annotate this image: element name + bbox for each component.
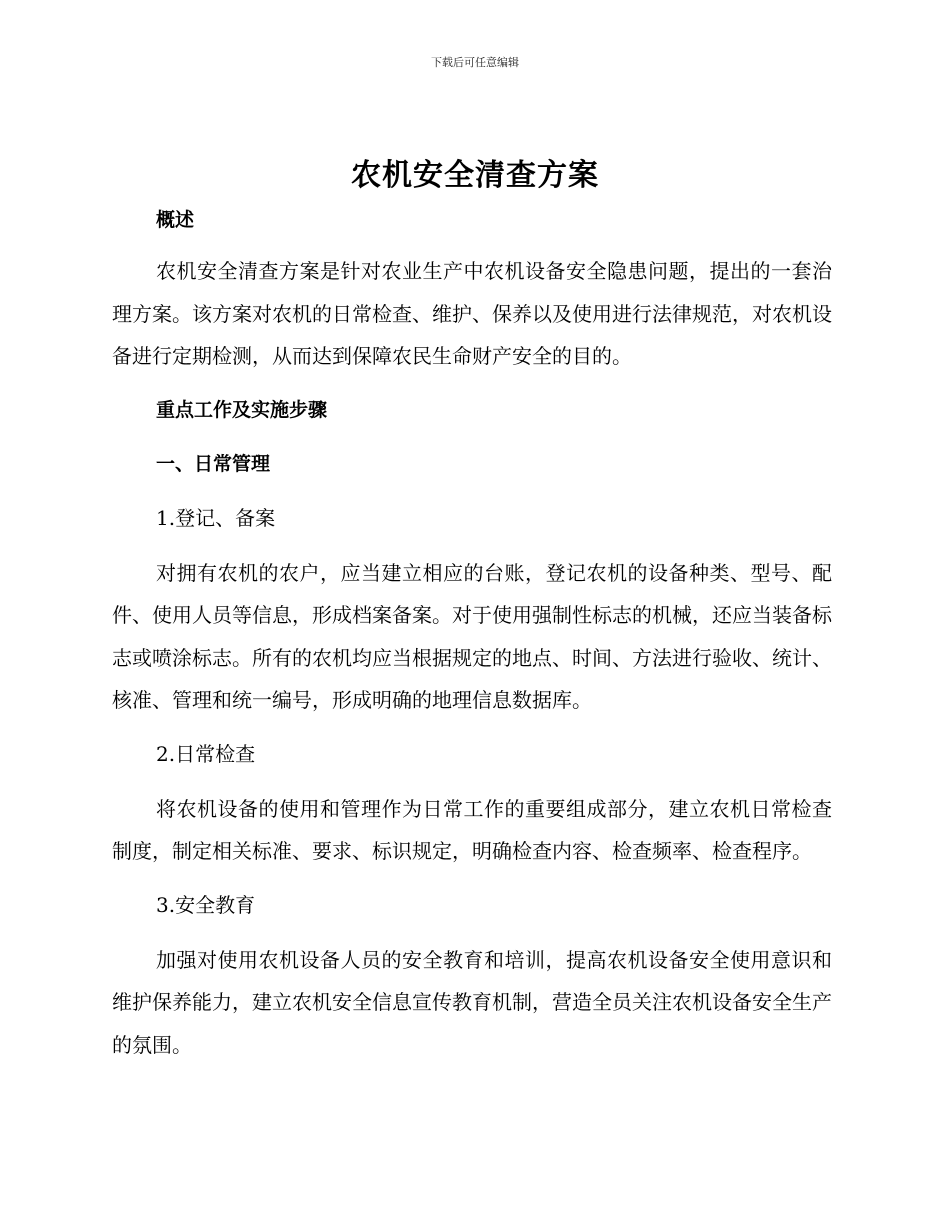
document-body [112, 200, 832, 1078]
key-work-heading: 重点工作及实施步骤 [156, 398, 328, 421]
item1-heading: 1.登记、备案 [156, 505, 276, 530]
page-header-note: 下载后可任意编辑 [431, 56, 519, 69]
item2-heading: 2.日常检查 [156, 741, 256, 766]
document-title: 农机安全清查方案 [351, 158, 599, 193]
item3-paragraph: 加强对使用农机设备人员的安全教育和培训，提高农机设备安全使用意识和维护保养能力，建立农机安全信息宣传教育机制，营造全员关注农机设备安全生产的氛围。 [112, 947, 832, 1057]
item2-paragraph: 将农机设备的使用和管理作为日常工作的重要组成部分，建立农机日常检查制度，制定相关标准、要求、标识规定，明确检查内容、检查频率、检查程序。 [112, 796, 832, 863]
overview-paragraph: 农机安全清查方案是针对农业生产中农机设备安全隐患问题，提出的一套治理方案。该方案对农机的日常检查、维护、保养以及使用进行法律规范，对农机设备进行定期检测，从而达到保障农民生命财产安全的目的。 [112, 259, 832, 368]
part1-heading: 一、日常管理 [156, 452, 271, 475]
item1-paragraph: 对拥有农机的农户，应当建立相应的台账，登记农机的设备种类、型号、配件、使用人员等信息，形成档案备案。对于使用强制性标志的机械，还应当装备标志或喷涂标志。所有的农机均应当根据规定的地点、时间、方法进行验收、统计、核准、管理和统一编号，形成明确的地理信息数据库。 [112, 560, 832, 712]
item3-heading: 3.安全教育 [156, 892, 256, 917]
overview-heading: 概述 [156, 209, 195, 231]
